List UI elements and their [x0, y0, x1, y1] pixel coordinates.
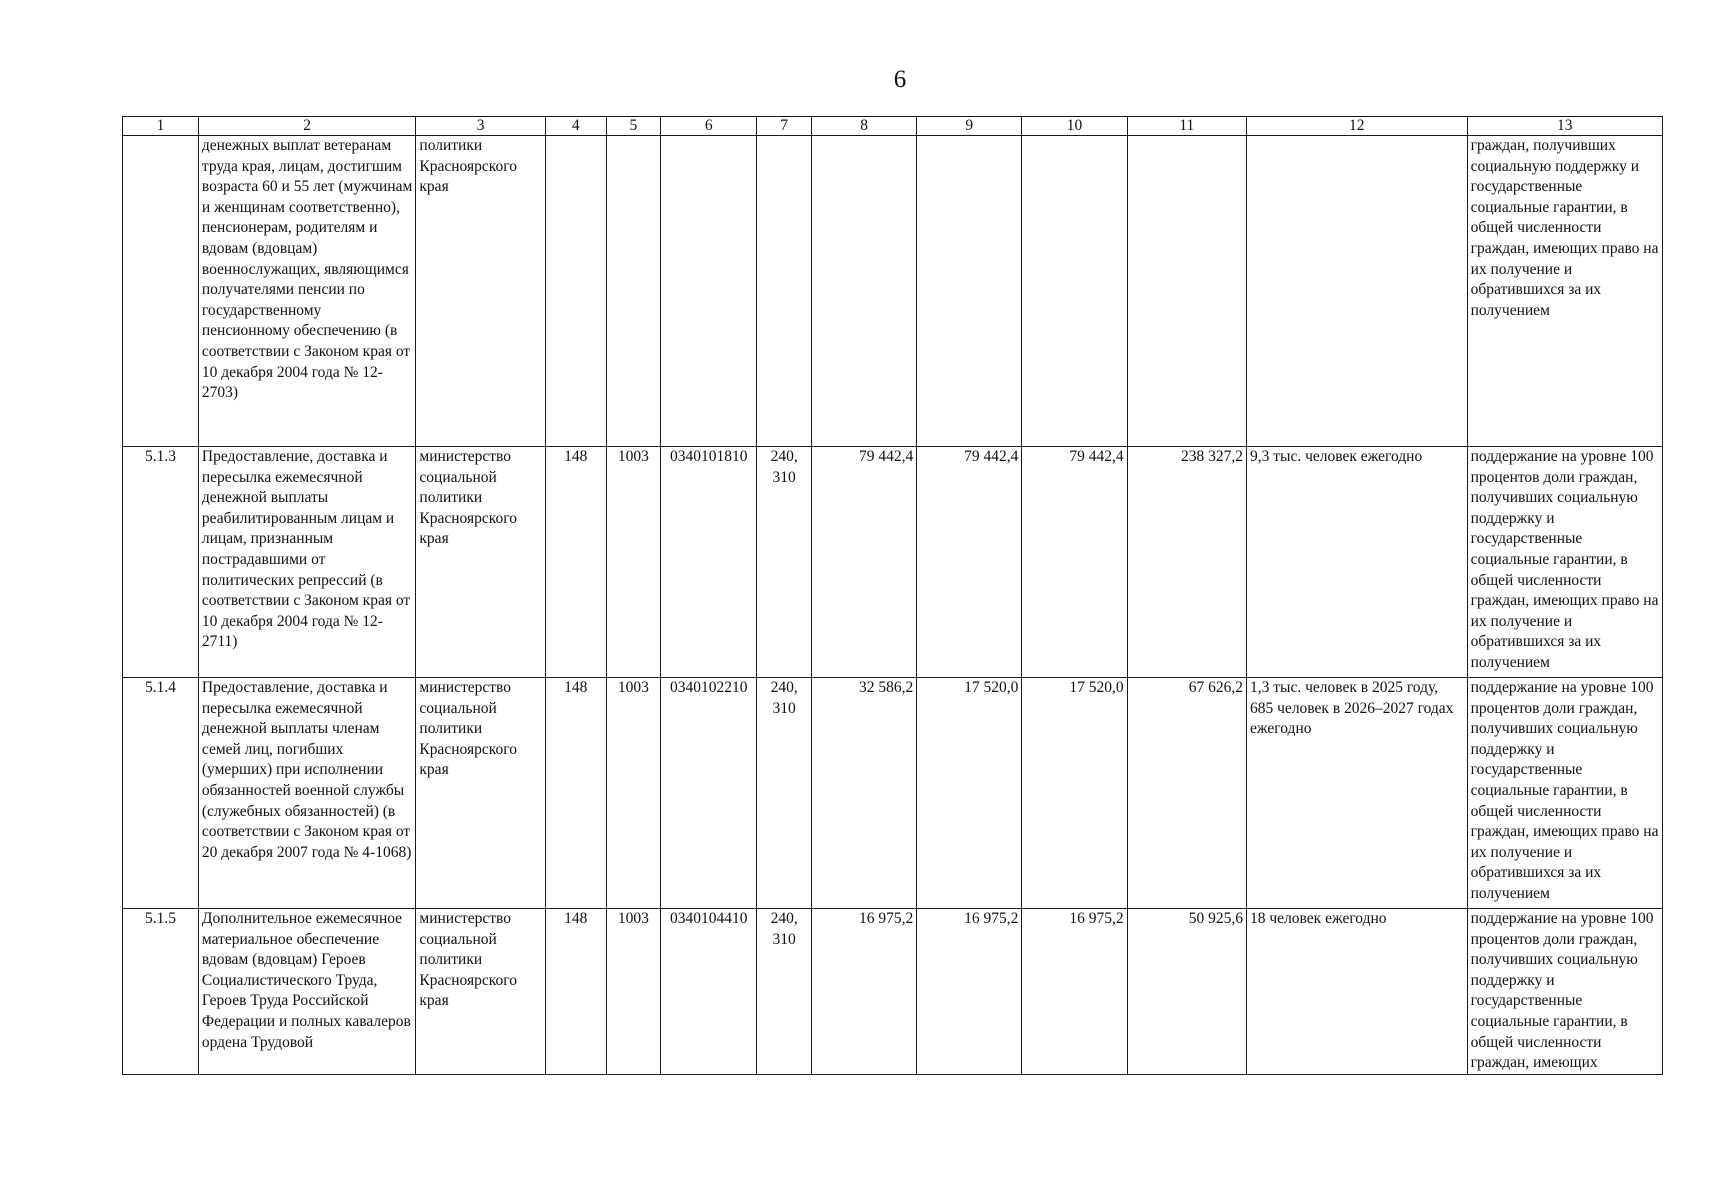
column-header: 13 [1467, 117, 1662, 136]
cell-c4: 148 [545, 909, 606, 1075]
table-row [123, 447, 1663, 678]
cell-c12 [1247, 136, 1468, 447]
cell-c6: 0340104410 [661, 909, 757, 1075]
cell-c11 [1127, 136, 1246, 447]
table-row [123, 136, 1663, 447]
executor: министерство социальной политики Красноярского края [416, 447, 546, 678]
cell-c11: 67 626,2 [1127, 678, 1246, 909]
program-table [122, 116, 1663, 1075]
cell-c11: 50 925,6 [1127, 909, 1246, 1075]
column-header: 9 [917, 117, 1022, 136]
measure-name: Предоставление, доставка и пересылка ежемесячной денежной выплаты членам семей лиц, погибших (умерших) при исполнении обязанностей военной службы (служебных обязанностей) (в соответствии с Законом края от 20 декабря 2007 года № 4-1068) [198, 678, 416, 909]
cell-c4: 148 [545, 447, 606, 678]
cell-c7: 240, 310 [757, 447, 812, 678]
row-number: 5.1.5 [123, 909, 199, 1075]
cell-c8: 16 975,2 [811, 909, 916, 1075]
cell-c9: 17 520,0 [917, 678, 1022, 909]
cell-c6 [661, 136, 757, 447]
column-header: 1 [123, 117, 199, 136]
cell-c11: 238 327,2 [1127, 447, 1246, 678]
column-header: 4 [545, 117, 606, 136]
cell-c12: 18 человек ежегодно [1247, 909, 1468, 1075]
column-header: 5 [606, 117, 661, 136]
cell-c5 [606, 136, 661, 447]
measure-name: Предоставление, доставка и пересылка ежемесячной денежной выплаты реабилитированным лицам и лицам, признанным пострадавшими от политических репрессий (в соответствии с Законом края от 10 декабря 2004 года № 12-2711) [198, 447, 416, 678]
cell-c6: 0340102210 [661, 678, 757, 909]
cell-c8: 32 586,2 [811, 678, 916, 909]
cell-c9: 79 442,4 [917, 447, 1022, 678]
cell-c7: 240, 310 [757, 678, 812, 909]
column-header: 7 [757, 117, 812, 136]
table-row [123, 678, 1663, 909]
cell-c6: 0340101810 [661, 447, 757, 678]
cell-c9 [917, 136, 1022, 447]
cell-c13: граждан, получивших социальную поддержку и государственные социальные гарантии, в общей численности граждан, имеющих право на их получение и обратившихся за их получением [1467, 136, 1662, 447]
cell-c9: 16 975,2 [917, 909, 1022, 1075]
measure-name: Дополнительное ежемесячное материальное обеспечение вдовам (вдовцам) Героев Социалистического Труда, Героев Труда Российской Федерации и полных кавалеров ордена Трудовой [198, 909, 416, 1075]
cell-c13: поддержание на уровне 100 процентов доли граждан, получивших социальную поддержку и государственные социальные гарантии, в общей численности граждан, имеющих право на их получение и обратившихся за их получением [1467, 447, 1662, 678]
column-header: 3 [416, 117, 546, 136]
cell-c12: 1,3 тыс. человек в 2025 году, 685 человек в 2026–2027 годах ежегодно [1247, 678, 1468, 909]
table-row [123, 909, 1663, 1075]
column-header: 10 [1022, 117, 1127, 136]
cell-c13: поддержание на уровне 100 процентов доли граждан, получивших социальную поддержку и государственные социальные гарантии, в общей численности граждан, имеющих право на их получение и обратившихся за их получением [1467, 678, 1662, 909]
cell-c5: 1003 [606, 447, 661, 678]
cell-c12: 9,3 тыс. человек ежегодно [1247, 447, 1468, 678]
column-header: 8 [811, 117, 916, 136]
cell-c7 [757, 136, 812, 447]
executor: политики Красноярского края [416, 136, 546, 447]
column-header: 2 [198, 117, 416, 136]
column-header: 12 [1247, 117, 1468, 136]
cell-c5: 1003 [606, 909, 661, 1075]
cell-c10 [1022, 136, 1127, 447]
cell-c4: 148 [545, 678, 606, 909]
column-header: 6 [661, 117, 757, 136]
header-row [123, 117, 1663, 136]
cell-c4 [545, 136, 606, 447]
measure-name: денежных выплат ветеранам труда края, лицам, достигшим возраста 60 и 55 лет (мужчинам и женщинам соответственно), пенсионерам, родителям и вдовам (вдовцам) военнослужащих, являющимся получателями пенсии по государственному пенсионному обеспечению (в соответствии с Законом края от 10 декабря 2004 года № 12-2703) [198, 136, 416, 447]
cell-c8 [811, 136, 916, 447]
row-number: 5.1.3 [123, 447, 199, 678]
cell-c10: 79 442,4 [1022, 447, 1127, 678]
executor: министерство социальной политики Красноярского края [416, 678, 546, 909]
cell-c10: 16 975,2 [1022, 909, 1127, 1075]
row-number [123, 136, 199, 447]
cell-c5: 1003 [606, 678, 661, 909]
cell-c10: 17 520,0 [1022, 678, 1127, 909]
row-number: 5.1.4 [123, 678, 199, 909]
page-number: 6 [893, 66, 907, 93]
cell-c7: 240, 310 [757, 909, 812, 1075]
cell-c13: поддержание на уровне 100 процентов доли граждан, получивших социальную поддержку и государственные социальные гарантии, в общей численности граждан, имеющих [1467, 909, 1662, 1075]
column-header: 11 [1127, 117, 1246, 136]
executor: министерство социальной политики Красноярского края [416, 909, 546, 1075]
cell-c8: 79 442,4 [811, 447, 916, 678]
